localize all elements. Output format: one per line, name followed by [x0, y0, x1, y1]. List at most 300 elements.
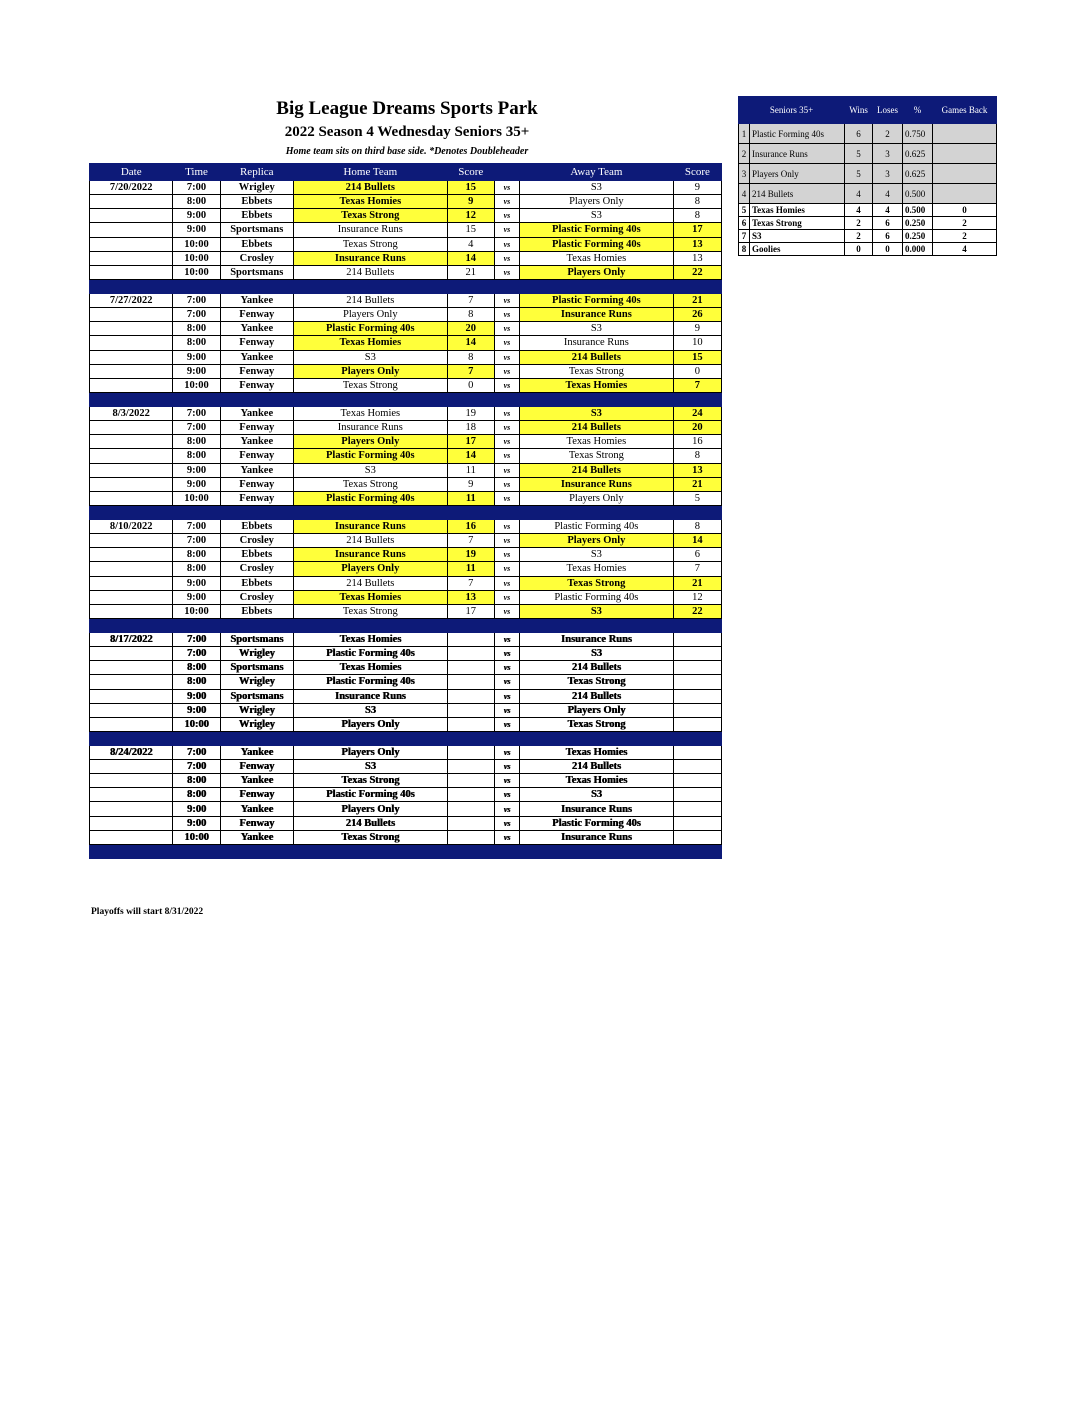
vs-cell: vs	[494, 421, 519, 435]
home-team-cell: S3	[293, 703, 447, 717]
away-team-cell: Texas Homies	[520, 251, 674, 265]
home-score-cell	[447, 689, 494, 703]
team-cell: Texas Strong	[750, 217, 845, 230]
away-team-cell: S3	[520, 181, 674, 195]
away-team-cell: Insurance Runs	[520, 336, 674, 350]
separator-cell	[220, 279, 293, 293]
vs-cell: vs	[494, 830, 519, 844]
separator-cell	[447, 505, 494, 519]
away-team-cell: Texas Strong	[520, 717, 674, 731]
table-row	[90, 293, 722, 307]
home-score-cell: 19	[447, 406, 494, 420]
week-separator-row	[90, 279, 722, 293]
time-cell: 10:00	[173, 237, 220, 251]
away-team-cell: S3	[520, 788, 674, 802]
home-team-cell: Players Only	[293, 717, 447, 731]
home-team-cell: Players Only	[293, 745, 447, 759]
away-team-cell: S3	[520, 647, 674, 661]
replica-cell: Fenway	[220, 449, 293, 463]
date-cell	[90, 816, 173, 830]
away-score-cell	[673, 745, 721, 759]
table-row	[90, 647, 722, 661]
away-team-cell: Texas Strong	[520, 675, 674, 689]
time-cell: 7:00	[173, 293, 220, 307]
time-cell: 10:00	[173, 604, 220, 618]
losses-cell: 4	[873, 204, 903, 217]
vs-cell: vs	[494, 209, 519, 223]
away-team-cell: S3	[520, 322, 674, 336]
time-cell: 8:00	[173, 774, 220, 788]
away-team-cell: Players Only	[520, 195, 674, 209]
time-cell: 8:00	[173, 562, 220, 576]
separator-cell	[494, 279, 519, 293]
vs-cell: vs	[494, 491, 519, 505]
vs-cell: vs	[494, 223, 519, 237]
home-score-cell: 17	[447, 435, 494, 449]
home-score-cell	[447, 802, 494, 816]
home-team-cell: Insurance Runs	[293, 251, 447, 265]
away-score-cell	[673, 703, 721, 717]
vs-cell: vs	[494, 816, 519, 830]
home-team-cell: Insurance Runs	[293, 223, 447, 237]
replica-cell: Fenway	[220, 336, 293, 350]
table-row	[90, 689, 722, 703]
away-team-cell: S3	[520, 406, 674, 420]
date-cell: 7/27/2022	[90, 293, 173, 307]
table-row	[90, 590, 722, 604]
home-team-cell: Texas Homies	[293, 632, 447, 646]
schedule-table	[89, 163, 722, 859]
table-row	[90, 562, 722, 576]
time-cell: 9:00	[173, 703, 220, 717]
column-header-away-team: Away Team	[520, 164, 674, 181]
replica-cell: Fenway	[220, 788, 293, 802]
home-score-cell: 17	[447, 604, 494, 618]
table-row	[90, 576, 722, 590]
separator-cell	[494, 844, 519, 858]
time-cell: 10:00	[173, 378, 220, 392]
replica-cell: Fenway	[220, 816, 293, 830]
away-score-cell	[673, 647, 721, 661]
time-cell: 9:00	[173, 802, 220, 816]
home-team-cell: Insurance Runs	[293, 519, 447, 533]
standings-row	[739, 204, 997, 217]
home-score-cell: 11	[447, 463, 494, 477]
pct-cell: 0.750	[903, 124, 933, 144]
date-cell	[90, 209, 173, 223]
date-cell	[90, 548, 173, 562]
separator-cell	[293, 618, 447, 632]
vs-cell: vs	[494, 308, 519, 322]
standings-row	[739, 144, 997, 164]
week-separator-row	[90, 505, 722, 519]
away-team-cell: Insurance Runs	[520, 308, 674, 322]
separator-cell	[494, 392, 519, 406]
column-header-away-score: Score	[673, 164, 721, 181]
vs-cell: vs	[494, 293, 519, 307]
home-team-cell: Texas Homies	[293, 406, 447, 420]
home-score-cell: 14	[447, 449, 494, 463]
separator-cell	[673, 618, 721, 632]
vs-cell: vs	[494, 237, 519, 251]
table-row	[90, 251, 722, 265]
time-cell: 9:00	[173, 350, 220, 364]
replica-cell: Fenway	[220, 760, 293, 774]
separator-cell	[673, 505, 721, 519]
replica-cell: Fenway	[220, 491, 293, 505]
home-team-cell: 214 Bullets	[293, 816, 447, 830]
home-score-cell: 15	[447, 223, 494, 237]
away-score-cell: 9	[673, 181, 721, 195]
away-team-cell: Texas Homies	[520, 562, 674, 576]
away-score-cell: 20	[673, 421, 721, 435]
separator-cell	[520, 731, 674, 745]
replica-cell: Yankee	[220, 774, 293, 788]
away-team-cell: 214 Bullets	[520, 350, 674, 364]
replica-cell: Yankee	[220, 435, 293, 449]
standings-row	[739, 124, 997, 144]
column-header-replica: Replica	[220, 164, 293, 181]
away-score-cell: 21	[673, 477, 721, 491]
time-cell: 10:00	[173, 251, 220, 265]
standings-header-division: Seniors 35+	[739, 97, 845, 124]
home-score-cell: 4	[447, 237, 494, 251]
replica-cell: Fenway	[220, 421, 293, 435]
table-row	[90, 477, 722, 491]
away-score-cell: 13	[673, 463, 721, 477]
separator-cell	[293, 731, 447, 745]
separator-cell	[220, 731, 293, 745]
table-row	[90, 534, 722, 548]
home-team-cell: 214 Bullets	[293, 576, 447, 590]
vs-cell: vs	[494, 477, 519, 491]
pct-cell: 0.625	[903, 164, 933, 184]
home-score-cell	[447, 703, 494, 717]
away-score-cell: 15	[673, 350, 721, 364]
home-score-cell	[447, 774, 494, 788]
date-cell	[90, 251, 173, 265]
separator-cell	[447, 392, 494, 406]
separator-cell	[293, 844, 447, 858]
time-cell: 9:00	[173, 590, 220, 604]
pct-cell: 0.250	[903, 217, 933, 230]
home-team-cell: Insurance Runs	[293, 548, 447, 562]
vs-cell: vs	[494, 562, 519, 576]
away-team-cell: Plastic Forming 40s	[520, 590, 674, 604]
team-cell: Players Only	[750, 164, 845, 184]
home-team-cell: Texas Strong	[293, 604, 447, 618]
separator-cell	[220, 618, 293, 632]
away-score-cell	[673, 689, 721, 703]
home-team-cell: Insurance Runs	[293, 421, 447, 435]
away-team-cell: Texas Homies	[520, 435, 674, 449]
away-team-cell: Texas Homies	[520, 774, 674, 788]
away-score-cell: 5	[673, 491, 721, 505]
team-cell: 214 Bullets	[750, 184, 845, 204]
separator-cell	[220, 392, 293, 406]
time-cell: 9:00	[173, 463, 220, 477]
away-score-cell	[673, 675, 721, 689]
separator-cell	[90, 618, 173, 632]
separator-cell	[293, 392, 447, 406]
vs-cell: vs	[494, 435, 519, 449]
away-team-cell: S3	[520, 209, 674, 223]
time-cell: 7:00	[173, 308, 220, 322]
replica-cell: Wrigley	[220, 647, 293, 661]
losses-cell: 6	[873, 230, 903, 243]
date-cell: 8/10/2022	[90, 519, 173, 533]
time-cell: 8:00	[173, 322, 220, 336]
vs-cell: vs	[494, 534, 519, 548]
table-row	[90, 548, 722, 562]
time-cell: 7:00	[173, 181, 220, 195]
date-cell	[90, 689, 173, 703]
rank-cell: 7	[739, 230, 750, 243]
away-score-cell	[673, 788, 721, 802]
games-back-cell	[933, 164, 997, 184]
wins-cell: 4	[845, 184, 873, 204]
replica-cell: Wrigley	[220, 181, 293, 195]
playoffs-note: Playoffs will start 8/31/2022	[91, 907, 204, 917]
standings-row	[739, 230, 997, 243]
standings-header-games-back: Games Back	[933, 97, 997, 124]
away-score-cell: 7	[673, 378, 721, 392]
separator-cell	[90, 505, 173, 519]
home-score-cell	[447, 632, 494, 646]
date-cell: 8/3/2022	[90, 406, 173, 420]
team-cell: S3	[750, 230, 845, 243]
date-cell	[90, 703, 173, 717]
away-team-cell: 214 Bullets	[520, 760, 674, 774]
away-team-cell: Insurance Runs	[520, 802, 674, 816]
home-score-cell: 14	[447, 336, 494, 350]
away-team-cell: Players Only	[520, 265, 674, 279]
away-team-cell: Players Only	[520, 703, 674, 717]
vs-cell: vs	[494, 590, 519, 604]
away-team-cell: Texas Strong	[520, 449, 674, 463]
separator-cell	[673, 731, 721, 745]
away-team-cell: Texas Strong	[520, 576, 674, 590]
time-cell: 8:00	[173, 661, 220, 675]
replica-cell: Wrigley	[220, 703, 293, 717]
date-cell	[90, 322, 173, 336]
team-cell: Plastic Forming 40s	[750, 124, 845, 144]
time-cell: 7:00	[173, 760, 220, 774]
replica-cell: Crosley	[220, 251, 293, 265]
date-cell: 8/24/2022	[90, 745, 173, 759]
away-team-cell: Texas Homies	[520, 745, 674, 759]
standings-row	[739, 184, 997, 204]
away-score-cell: 10	[673, 336, 721, 350]
time-cell: 8:00	[173, 336, 220, 350]
rank-cell: 3	[739, 164, 750, 184]
vs-cell: vs	[494, 802, 519, 816]
home-score-cell	[447, 745, 494, 759]
table-row	[90, 717, 722, 731]
table-row	[90, 745, 722, 759]
away-team-cell: Texas Homies	[520, 378, 674, 392]
separator-cell	[293, 279, 447, 293]
home-team-cell: Texas Strong	[293, 378, 447, 392]
replica-cell: Sportsmans	[220, 223, 293, 237]
separator-cell	[494, 731, 519, 745]
home-team-cell: S3	[293, 760, 447, 774]
page-subtitle: 2022 Season 4 Wednesday Seniors 35+	[284, 124, 530, 140]
date-cell: 7/20/2022	[90, 181, 173, 195]
home-score-cell	[447, 647, 494, 661]
time-cell: 7:00	[173, 647, 220, 661]
pct-cell: 0.250	[903, 230, 933, 243]
column-header-home-team: Home Team	[293, 164, 447, 181]
separator-cell	[90, 392, 173, 406]
away-score-cell	[673, 802, 721, 816]
separator-cell	[447, 618, 494, 632]
table-row	[90, 322, 722, 336]
time-cell: 8:00	[173, 788, 220, 802]
home-score-cell: 7	[447, 576, 494, 590]
replica-cell: Crosley	[220, 534, 293, 548]
away-score-cell: 21	[673, 293, 721, 307]
home-team-cell: Texas Homies	[293, 590, 447, 604]
time-cell: 9:00	[173, 576, 220, 590]
home-score-cell: 9	[447, 477, 494, 491]
vs-cell: vs	[494, 195, 519, 209]
date-cell	[90, 590, 173, 604]
standings-row	[739, 164, 997, 184]
vs-cell: vs	[494, 661, 519, 675]
time-cell: 8:00	[173, 195, 220, 209]
replica-cell: Yankee	[220, 802, 293, 816]
home-score-cell	[447, 816, 494, 830]
date-cell	[90, 788, 173, 802]
date-cell	[90, 421, 173, 435]
replica-cell: Crosley	[220, 590, 293, 604]
away-score-cell	[673, 816, 721, 830]
table-row	[90, 449, 722, 463]
time-cell: 10:00	[173, 491, 220, 505]
table-row	[90, 632, 722, 646]
date-cell	[90, 477, 173, 491]
standings-row	[739, 217, 997, 230]
games-back-cell	[933, 144, 997, 164]
away-score-cell: 22	[673, 265, 721, 279]
separator-cell	[173, 844, 220, 858]
home-team-cell: Plastic Forming 40s	[293, 788, 447, 802]
table-row	[90, 802, 722, 816]
losses-cell: 3	[873, 144, 903, 164]
games-back-cell: 2	[933, 217, 997, 230]
vs-cell: vs	[494, 364, 519, 378]
replica-cell: Sportsmans	[220, 661, 293, 675]
away-score-cell	[673, 661, 721, 675]
separator-cell	[173, 279, 220, 293]
table-row	[90, 195, 722, 209]
standings-table	[738, 96, 997, 256]
table-row	[90, 223, 722, 237]
separator-cell	[293, 505, 447, 519]
rank-cell: 5	[739, 204, 750, 217]
table-row	[90, 265, 722, 279]
away-team-cell: Plastic Forming 40s	[520, 293, 674, 307]
losses-cell: 4	[873, 184, 903, 204]
date-cell	[90, 435, 173, 449]
pct-cell: 0.000	[903, 243, 933, 256]
home-score-cell: 15	[447, 181, 494, 195]
away-score-cell: 8	[673, 449, 721, 463]
pct-cell: 0.500	[903, 184, 933, 204]
home-score-cell: 8	[447, 350, 494, 364]
vs-cell: vs	[494, 604, 519, 618]
date-cell	[90, 449, 173, 463]
date-cell	[90, 491, 173, 505]
date-cell	[90, 378, 173, 392]
home-team-cell: Plastic Forming 40s	[293, 322, 447, 336]
vs-cell: vs	[494, 519, 519, 533]
away-score-cell: 6	[673, 548, 721, 562]
replica-cell: Yankee	[220, 745, 293, 759]
home-score-cell: 7	[447, 534, 494, 548]
table-row	[90, 237, 722, 251]
replica-cell: Yankee	[220, 830, 293, 844]
standings-header-wins: Wins	[845, 97, 873, 124]
replica-cell: Yankee	[220, 406, 293, 420]
away-score-cell	[673, 717, 721, 731]
away-team-cell: Plastic Forming 40s	[520, 237, 674, 251]
home-team-cell: Texas Homies	[293, 336, 447, 350]
away-score-cell: 14	[673, 534, 721, 548]
table-row	[90, 830, 722, 844]
away-score-cell: 13	[673, 251, 721, 265]
vs-cell: vs	[494, 576, 519, 590]
separator-cell	[447, 279, 494, 293]
vs-cell: vs	[494, 378, 519, 392]
home-team-cell: Texas Strong	[293, 477, 447, 491]
time-cell: 7:00	[173, 632, 220, 646]
date-cell	[90, 237, 173, 251]
wins-cell: 5	[845, 164, 873, 184]
vs-cell: vs	[494, 463, 519, 477]
away-score-cell: 0	[673, 364, 721, 378]
replica-cell: Fenway	[220, 378, 293, 392]
time-cell: 9:00	[173, 364, 220, 378]
separator-cell	[173, 618, 220, 632]
week-separator-row	[90, 731, 722, 745]
replica-cell: Fenway	[220, 477, 293, 491]
pct-cell: 0.625	[903, 144, 933, 164]
away-score-cell: 8	[673, 209, 721, 223]
replica-cell: Fenway	[220, 308, 293, 322]
home-team-cell: Insurance Runs	[293, 689, 447, 703]
wins-cell: 5	[845, 144, 873, 164]
vs-cell: vs	[494, 760, 519, 774]
replica-cell: Ebbets	[220, 576, 293, 590]
home-score-cell: 13	[447, 590, 494, 604]
rank-cell: 4	[739, 184, 750, 204]
vs-cell: vs	[494, 689, 519, 703]
table-row	[90, 308, 722, 322]
losses-cell: 6	[873, 217, 903, 230]
separator-cell	[90, 844, 173, 858]
away-team-cell: Plastic Forming 40s	[520, 223, 674, 237]
time-cell: 9:00	[173, 477, 220, 491]
schedule-note: Home team sits on third base side. *Denotes Doubleheader	[285, 146, 529, 157]
home-team-cell: Texas Strong	[293, 774, 447, 788]
standings-header-losses: Loses	[873, 97, 903, 124]
date-cell	[90, 223, 173, 237]
vs-cell: vs	[494, 548, 519, 562]
date-cell: 8/17/2022	[90, 632, 173, 646]
replica-cell: Wrigley	[220, 675, 293, 689]
